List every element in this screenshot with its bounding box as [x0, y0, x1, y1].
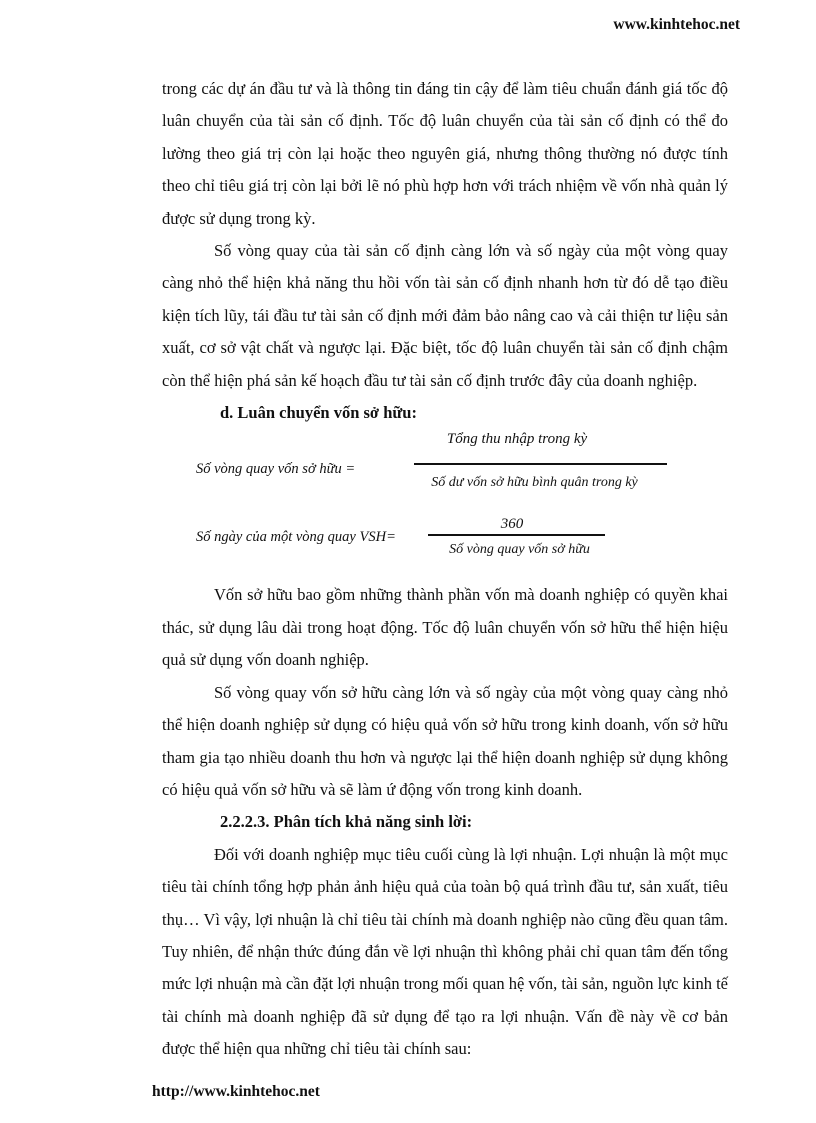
- formula-lhs: Số vòng quay vốn sở hữu =: [196, 461, 356, 478]
- formula-equity-days: [162, 515, 728, 579]
- formula-numerator: Tổng thu nhập trong kỳ: [446, 431, 588, 448]
- paragraph-3: Vốn sở hữu bao gồm những thành phần vốn mà doanh nghiệp có quyền khai thác, sử dụng lâu dài trong hoạt động. Tốc độ luân chuyển vốn sở hữu thể hiện hiệu quả sử dụng vốn doanh nghiệp.: [162, 585, 728, 670]
- formula-lhs: Số ngày của một vòng quay VSH=: [196, 529, 396, 546]
- page-content: [162, 73, 728, 1066]
- paragraph-4: Số vòng quay vốn sở hữu càng lớn và số ngày của một vòng quay càng nhỏ thể hiện doanh nghiệp sử dụng có hiệu quả vốn sở hữu trong kinh doanh, vốn sở hữu tham gia tạo nhiều doanh thu hơn và ngược lại thể hiện doanh nghiệp sử dụng không có hiệu quả vốn sở hữu và sẽ làm ứ động vốn trong kinh doanh.: [162, 682, 728, 799]
- paragraph-5: Đối với doanh nghiệp mục tiêu cuối cùng là lợi nhuận. Lợi nhuận là một mục tiêu tài chính tổng hợp phản ảnh hiệu quả của toàn bộ quá trình đầu tư, sản xuất, tiêu thụ… Vì vậy, lợi nhuận là chỉ tiêu tài chính mà doanh nghiệp nào cũng đều quan tâm. Tuy nhiên, để nhận thức đúng đắn về lợi nhuận thì không phải chỉ quan tâm đến tổng mức lợi nhuận mà cần đặt lợi nhuận trong mối quan hệ vốn, tài sản, nguồn lực kinh tế tài chính mà doanh nghiệp đã sử dụng để tạo ra lợi nhuận. Vấn đề này về cơ bản được thể hiện qua những chỉ tiêu tài chính sau:: [162, 844, 728, 1059]
- formula-numerator: 360: [500, 516, 524, 533]
- fraction-bar: [428, 534, 605, 536]
- footer-url: http://www.kinhtehoc.net: [152, 1083, 320, 1100]
- section-heading-2223: 2.2.2.3. Phân tích khả năng sinh lời:: [220, 812, 473, 832]
- header-url: www.kinhtehoc.net: [613, 16, 740, 33]
- fraction-bar: [414, 463, 667, 465]
- formula-equity-turnover: [162, 429, 728, 515]
- paragraph-1: trong các dự án đầu tư và là thông tin đáng tin cậy để làm tiêu chuẩn đánh giá tốc độ luân chuyển của tài sản cố định. Tốc độ luân chuyển của tài sản cố định có thể đo lường theo giá trị còn lại hoặc theo nguyên giá, nhưng thông thường nó được tính theo chỉ tiêu giá trị còn lại bởi lẽ nó phù hợp hơn với trách nhiệm về vốn nhà quản lý được sử dụng trong kỳ.: [162, 79, 728, 228]
- formula-denominator: Số dư vốn sở hữu bình quân trong kỳ: [431, 475, 638, 491]
- paragraph-2: Số vòng quay của tài sản cố định càng lớn và số ngày của một vòng quay càng nhỏ thể hiện khả năng thu hồi vốn tài sản cố định nhanh hơn từ đó dễ tạo điều kiện tích lũy, tái đầu tư tài sản cố định mới đảm bảo nâng cao và cải thiện tư liệu sản xuất, cơ sở vật chất và ngược lại. Đặc biệt, tốc độ luân chuyển tài sản cố định chậm còn thể hiện phá sản kế hoạch đầu tư tài sản cố định trước đây của doanh nghiệp.: [162, 241, 728, 390]
- formula-denominator: Số vòng quay vốn sở hữu: [449, 542, 590, 558]
- section-heading-d: d. Luân chuyển vốn sở hữu:: [220, 403, 417, 423]
